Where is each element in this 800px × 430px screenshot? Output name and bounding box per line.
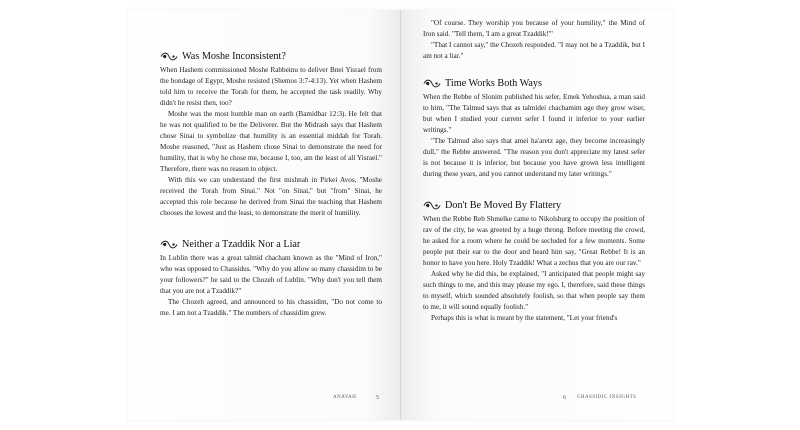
fleuron-icon [423, 79, 441, 88]
paragraph: Asked why he did this, he explained, "I anticipated that people might say such things to me, and this may please my ego. I, therefore, said these things to myself, which sounded absolutely foolish, so that when people say them to me, it will sound equally foolish." [423, 270, 645, 311]
section-heading [160, 238, 382, 251]
section-title: Time Works Both Ways [445, 78, 542, 89]
paragraph: Moshe was the most humble man on earth (Bamidbar 12:3). He felt that he was not qualified to be the Deliverer. But the Midrash says that Hashem chose Sinai to symbolize that humility is an essential middah for Torah. Moshe reasoned, "Just as Hashem chose Sinai to demonstrate the need for humility, that is why he chose me, because I, too, am the least of all Yisrael." Therefore, there was no reason to object. [160, 110, 382, 173]
section-heading [160, 50, 382, 63]
paragraph: With this we can understand the first mishnah in Pirkei Avos, "Moshe received the Torah from Sinai." Not "on Sinai," but "from" Sinai, he accepted this role because he derived from Sinai the teaching that Hashem chooses the lowest and the least, to demonstrate the merit of humility. [160, 176, 382, 217]
paragraph: The Chozeh agreed, and announced to his chassidim, "Do not come to me. I am not a Tzaddik." The numbers of chassidim grew. [160, 298, 382, 317]
section-title: Neither a Tzaddik Nor a Liar [182, 239, 301, 250]
right-column [423, 18, 645, 324]
section-heading [423, 199, 645, 212]
running-head: ANAVAH [333, 395, 357, 400]
paragraph: "That I cannot say," the Chozeh responded. "I may not be a Tzaddik, but I am not a liar." [423, 41, 645, 60]
page-number: 5 [376, 395, 380, 401]
left-column [160, 50, 382, 319]
running-head: CHASSIDIC INSIGHTS [577, 395, 637, 400]
right-page [401, 10, 673, 420]
book-spread [128, 10, 673, 420]
paragraph: "Of course. They worship you because of your humility," the Mind of Iron said. "Tell them, 'I am a great Tzaddik!'" [423, 19, 645, 38]
paragraph: When Hashem commissioned Moshe Rabbeinu to deliver Bnei Yisrael from the bondage of Egypt, Moshe resisted (Shemos 3:7-4:13). Yet when Hashem told him to receive the Torah for them, he accepted the task readily. Why didn't he resist then, too? [160, 66, 382, 107]
section-title: Don't Be Moved By Flattery [445, 200, 562, 211]
section-title: Was Moshe Inconsistent? [182, 51, 286, 62]
section-heading [423, 77, 645, 90]
fleuron-icon [160, 52, 178, 61]
paragraph: When the Rebbe of Slonim published his sefer, Emek Yehoshua, a man said to him, "The Talmud says that as talmidei chachamim age they grow wiser, but when I studied your current sefer I found it inferior to your earlier writings." [423, 93, 645, 134]
paragraph: "The Talmud also says that amei ha'aretz age, they become increasingly dull," the Rebbe answered. "The reason you don't appreciate my latest sefer is not because it is inferior, but because you have grown less intelligent during these years, and you cannot understand my later writings." [423, 137, 645, 178]
left-page [128, 10, 400, 420]
fleuron-icon [160, 240, 178, 249]
page-number: 6 [563, 395, 567, 401]
fleuron-icon [423, 201, 441, 210]
paragraph: When the Rebbe Reb Shmelke came to Nikolsburg to occupy the position of rav of the city, he was greeted by a huge throng. Before meeting the crowd, he asked for a room where he could be secluded for a few moments. Some people put their ear to the door and heard him say, "Great Rebbe! It is an honor to have you here. Holy Tzaddik! What a zechus that you are our rav." [423, 215, 645, 267]
paragraph: Perhaps this is what is meant by the statement, "Let your friend's [431, 314, 618, 322]
paragraph: In Lublin there was a great talmid chacham known as the "Mind of Iron," who was opposed to Chassidus. "Why do you allow so many chassidim to be your followers?" he said to the Chozeh of Lublin. "Why don't you tell them that you are not a Tzaddik?" [160, 254, 382, 295]
